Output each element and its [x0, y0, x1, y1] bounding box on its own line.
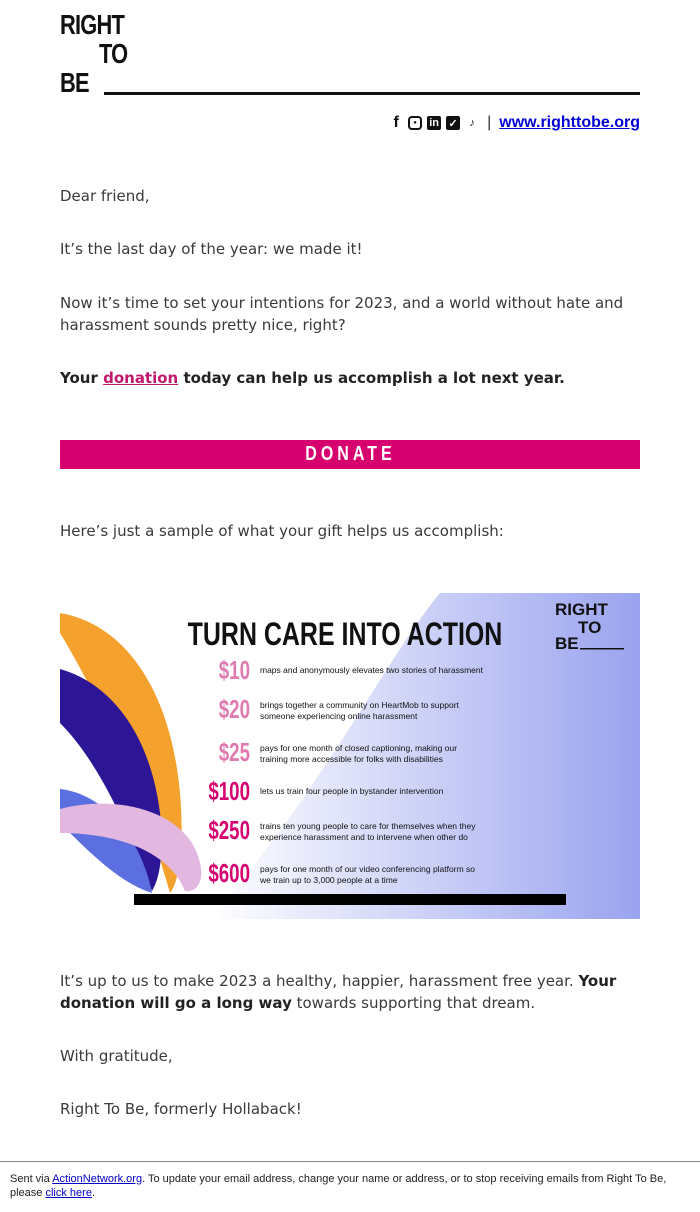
- greeting: Dear friend,: [60, 187, 150, 205]
- footer-middle: . To update your email address, change your name or address, or to stop receiving emails from Right To Be, please: [10, 1173, 667, 1199]
- care-into-action-graphic: [60, 593, 640, 919]
- item-amount: $10: [218, 654, 251, 685]
- paragraph-sample: Here’s just a sample of what your gift helps us accomplish:: [60, 522, 504, 540]
- item-description-line2: training more accessible for folks with disabilities: [260, 754, 443, 764]
- item-description: brings together a community on HeartMob to support: [260, 700, 459, 710]
- unsubscribe-link[interactable]: click here: [45, 1187, 92, 1199]
- item-description: trains ten young people to care for themselves when they: [260, 821, 476, 831]
- item-amount: $25: [218, 736, 251, 767]
- item-amount: $250: [208, 814, 251, 845]
- item-amount: $20: [218, 693, 251, 724]
- graphic-title: TURN CARE INTO ACTION: [187, 617, 503, 653]
- website-link[interactable]: www.righttobe.org: [499, 114, 640, 131]
- item-description-line2: experience harassment and to intervene when other do: [260, 832, 468, 842]
- closing-part-a: It’s up to us to make 2023 a healthy, happier, harassment free year.: [60, 972, 579, 990]
- footer-prefix: Sent via: [10, 1173, 53, 1185]
- footer: [10, 1172, 690, 1200]
- linkedin-icon[interactable]: in: [427, 116, 441, 130]
- facebook-icon[interactable]: f: [393, 114, 399, 131]
- graphic-logo-right: RIGHT: [555, 600, 608, 619]
- twitter-icon[interactable]: ✓: [446, 116, 460, 130]
- item-description-line2: someone experiencing online harassment: [260, 711, 418, 721]
- closing-part-b: Your donation will go a long way: [60, 972, 617, 1012]
- graphic-logo-be: BE: [555, 634, 579, 653]
- donation-link[interactable]: donation: [103, 369, 179, 387]
- instagram-icon[interactable]: ●: [408, 116, 422, 130]
- item-amount: $100: [208, 775, 251, 806]
- item-description-line2: we train up to 3,000 people at a time: [260, 875, 398, 885]
- social-links: [389, 114, 640, 132]
- graphic-logo-to: TO: [578, 618, 602, 637]
- signature: Right To Be, formerly Hollaback!: [60, 1100, 302, 1118]
- logo-line-right: RIGHT: [60, 9, 125, 40]
- donate-button-label: DONATE: [304, 443, 396, 465]
- item-amount: $600: [208, 857, 251, 888]
- item-description: pays for one month of our video conferencing platform so: [260, 864, 475, 874]
- graphic-base-bar: [134, 894, 566, 905]
- footer-suffix: .: [91, 1187, 96, 1199]
- paragraph-donation-ask: [60, 367, 640, 389]
- paragraph-intentions: Now it’s time to set your intentions for 2023, and a world without hate and harassment sounds pretty nice, right?: [60, 294, 624, 334]
- tiktok-icon[interactable]: ♪: [469, 117, 475, 129]
- item-description: pays for one month of closed captioning, making our: [260, 743, 458, 753]
- social-separator: |: [487, 114, 492, 131]
- logo-line-to: TO: [99, 38, 128, 69]
- item-description: lets us train four people in bystander intervention: [260, 786, 444, 796]
- donate-button[interactable]: [60, 440, 640, 469]
- donation-ask-suffix: today can help us accomplish a lot next year.: [178, 369, 565, 387]
- paragraph-last-day: It’s the last day of the year: we made it!: [60, 240, 363, 258]
- closing-part-c: towards supporting that dream.: [291, 994, 536, 1012]
- actionnetwork-link[interactable]: ActionNetwork.org: [52, 1173, 143, 1185]
- donation-ask-prefix: Your: [60, 369, 104, 387]
- brand-logo: [60, 10, 127, 97]
- logo-line-be: BE: [60, 67, 89, 98]
- graphic-logo-rule: [580, 648, 624, 650]
- footer-divider: [0, 1161, 700, 1162]
- item-description: maps and anonymously elevates two stories of harassment: [260, 665, 484, 675]
- signoff: With gratitude,: [60, 1047, 173, 1065]
- paragraph-closing: [60, 970, 640, 1014]
- header-rule: [104, 92, 640, 95]
